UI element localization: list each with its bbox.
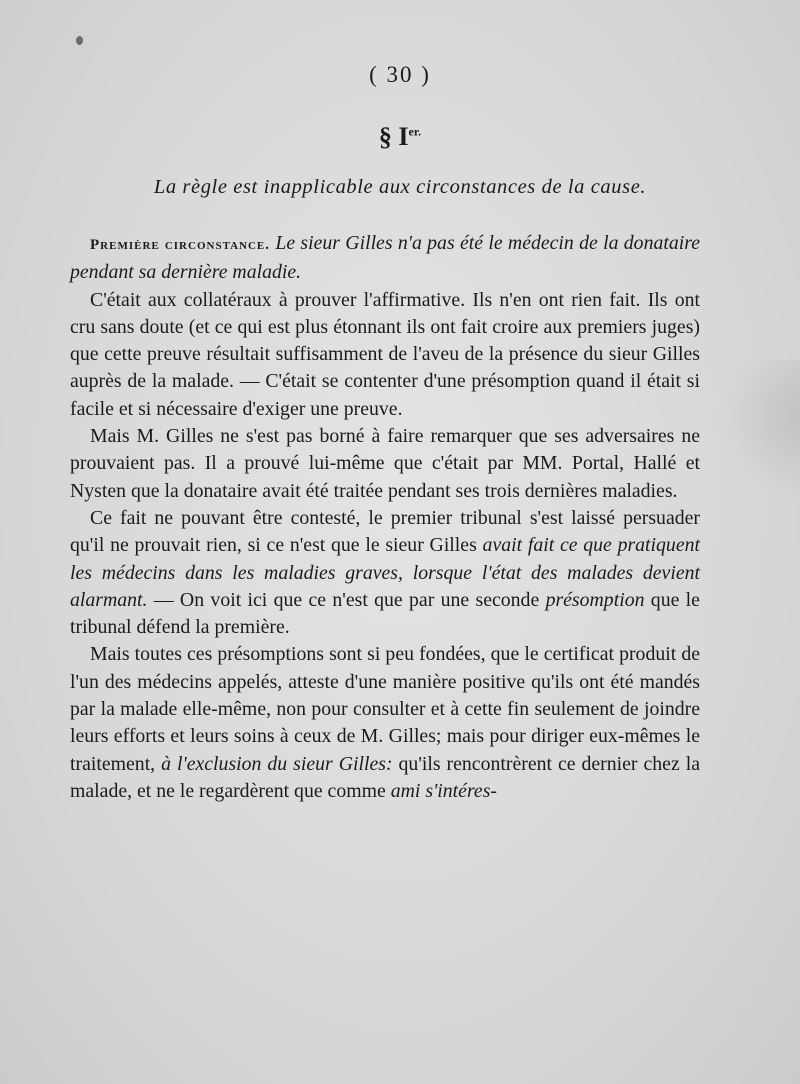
p4-italic-quote: avait fait ce que pratiquent les médecins dans les maladies graves, lorsque l'état des malades devient alarmant.: [70, 534, 700, 611]
p5-italic-phrase: à l'exclusion du sieur Gilles:: [161, 752, 393, 775]
section-heading: [0, 122, 800, 152]
paragraph-2: C'était aux collatéraux à prouver l'affirmative. Ils n'en ont rien fait. Ils ont cru sans doute (et ce qui est plus étonnant ils ont fait croire aux premiers juges) que cette preuve résultait suffisamment de l'aveu de la présence du sieur Gilles auprès de la malade. — C'était se contenter d'une présomption quand il était si facile et si nécessaire d'exiger une preuve.: [70, 288, 700, 420]
italic-statement: Le sieur Gilles n'a pas été le médecin de la donataire pendant sa dernière maladie.: [70, 232, 700, 284]
paragraph-4: [70, 505, 700, 641]
p5-text-c: qu'ils rencontrèrent ce dernier chez la malade, et ne le regardèrent que comme: [70, 752, 700, 802]
p4-text-c: — On voit ici que ce n'est que par une seconde: [153, 588, 540, 611]
paragraph-1: [70, 230, 700, 287]
body-text: [70, 230, 700, 805]
p5-text-a: Mais toutes ces présomptions sont si peu fondées, que le certificat produit de l'un des médecins appelés, atteste d'une manière positive qu'ils ont été mandés par la malade elle-même, non pour consulter et à cette fin seulement de joindre leurs efforts et leurs soins à ceux de M. Gilles; mais pour diriger eux-mêmes le traitement,: [70, 643, 700, 775]
section-label: § I: [378, 122, 409, 151]
ink-speck: [76, 36, 83, 45]
section-superscript: er.: [408, 124, 422, 139]
paragraph-5: [70, 641, 700, 805]
water-stain: [720, 360, 800, 500]
section-subtitle: La règle est inapplicable aux circonstances de la cause.: [153, 176, 647, 198]
p5-italic-end: ami s'intéres-: [390, 779, 497, 802]
paragraph-3: Mais M. Gilles ne s'est pas borné à faire remarquer que ses adversaires ne prouvaient pas. Il a prouvé lui-même que c'était par MM. Portal, Hallé et Nysten que la donataire avait été traitée pendant ses trois dernières maladies.: [70, 425, 700, 502]
p4-text-e: que le tribunal défend la première.: [70, 588, 700, 639]
paragraph-lead: Première circonstance.: [90, 237, 271, 253]
p4-text-a: Ce fait ne pouvant être contesté, le premier tribunal s'est laissé persuader qu'il ne prouvait rien, si ce n'est que le sieur Gilles: [70, 506, 700, 557]
page-number: ( 30 ): [369, 62, 431, 87]
p4-italic-word: présomption: [545, 588, 645, 611]
